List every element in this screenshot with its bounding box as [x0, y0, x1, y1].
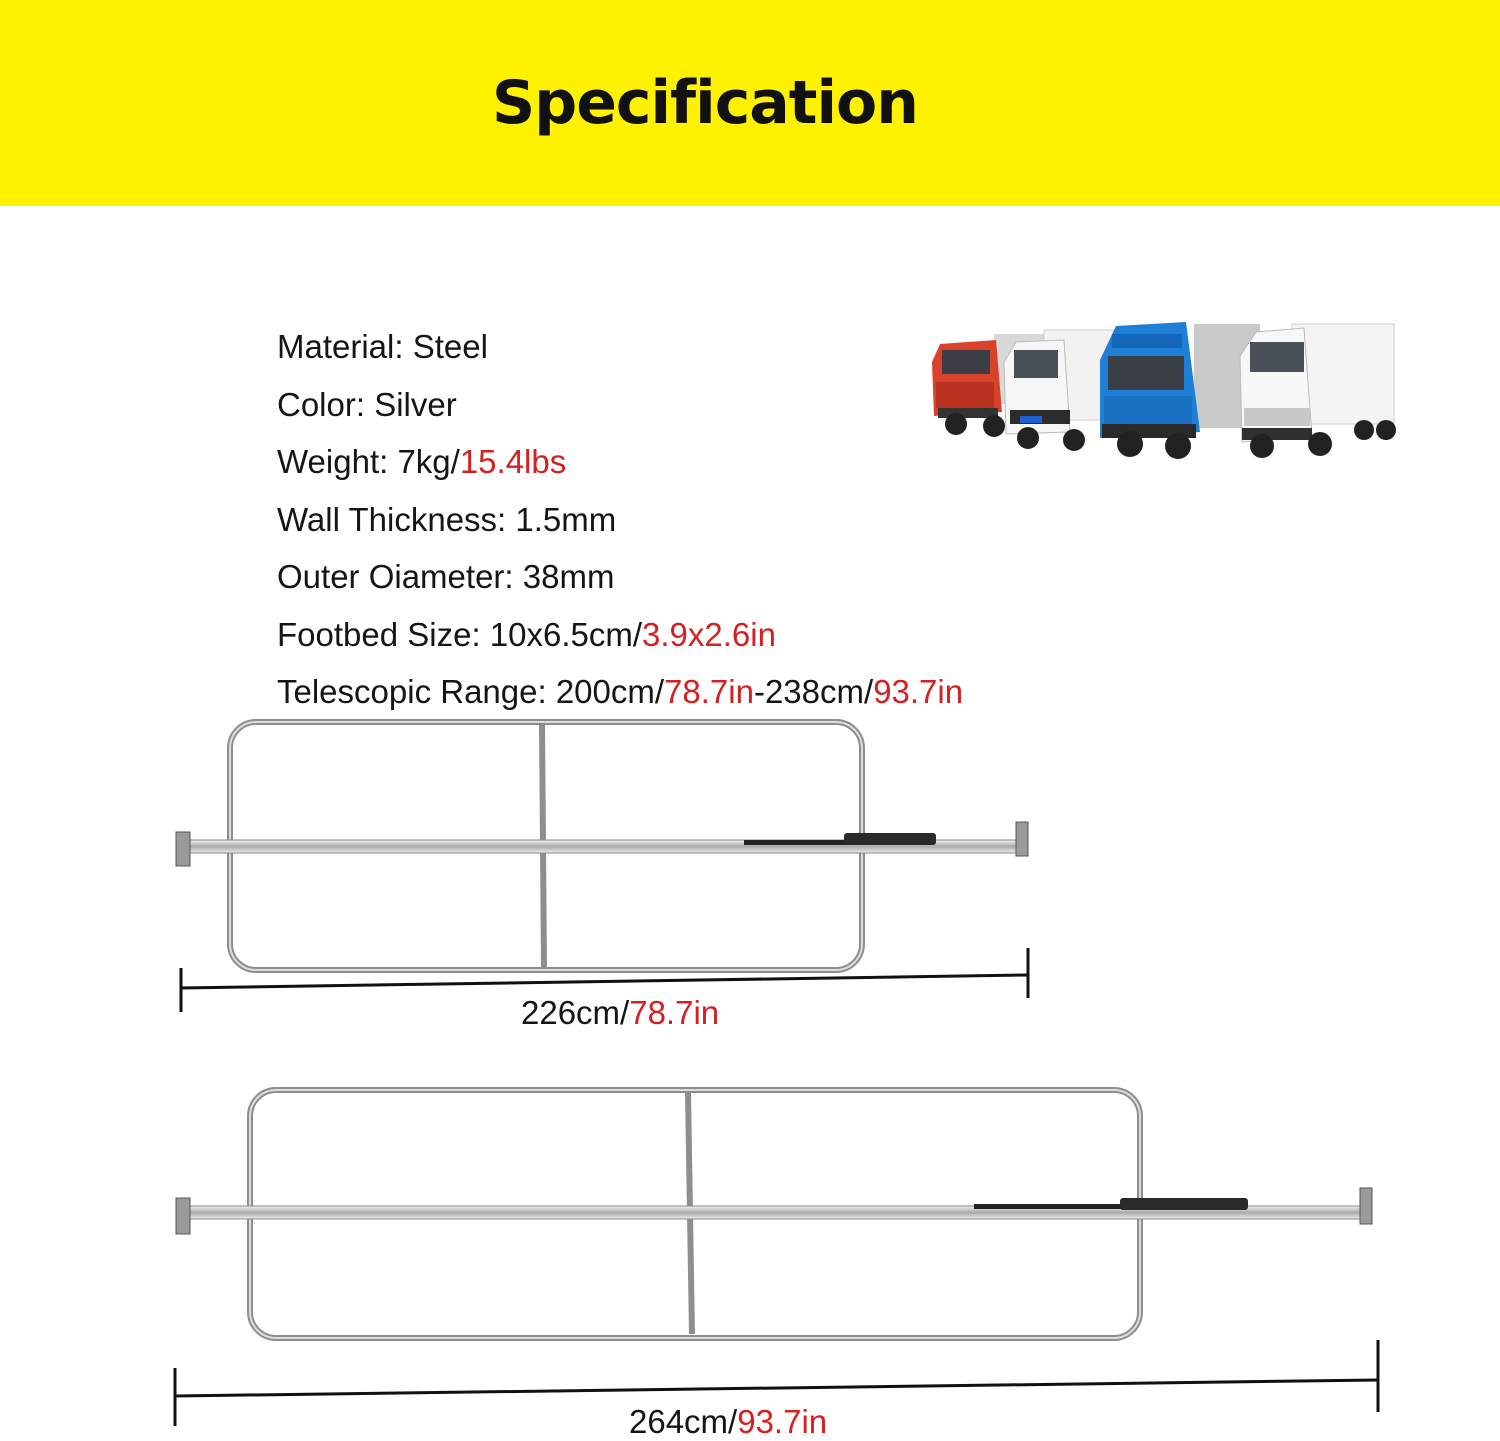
- cargo-bar-short-image: [176, 722, 1028, 1012]
- range-max-imperial: 93.7in: [873, 673, 964, 710]
- spec-weight: Weight: 7kg/15.4lbs: [277, 443, 567, 480]
- spec-color: Color: Silver: [277, 385, 457, 423]
- header-banner: [0, 0, 1500, 206]
- weight-imperial: 15.4lbs: [459, 443, 567, 480]
- spec-footbed-size: Footbed Size: 10x6.5cm/3.9x2.6in: [277, 615, 776, 653]
- cargo-bar-long-image: [175, 1090, 1378, 1426]
- spec-material: Material: Steel: [277, 328, 488, 365]
- spec-list: [277, 318, 963, 721]
- spec-outer-diameter: Outer Oiameter: 38mm: [277, 558, 615, 595]
- footbed-imperial: 3.9x2.6in: [642, 615, 776, 653]
- blue-truck: [1100, 322, 1260, 459]
- trucks-photo: [924, 312, 1400, 462]
- spec-telescopic-range: Telescopic Range: 200cm/78.7in-238cm/93.7in: [277, 673, 964, 710]
- white-box-truck: [1240, 324, 1396, 458]
- spec-wall-thickness: Wall Thickness: 1.5mm: [277, 500, 617, 538]
- dimension-long-label: 264cm/93.7in: [629, 1403, 828, 1440]
- range-min-imperial: 78.7in: [664, 673, 754, 710]
- dimension-short-label: 226cm/78.7in: [521, 994, 720, 1031]
- page-title: Specification: [492, 68, 918, 138]
